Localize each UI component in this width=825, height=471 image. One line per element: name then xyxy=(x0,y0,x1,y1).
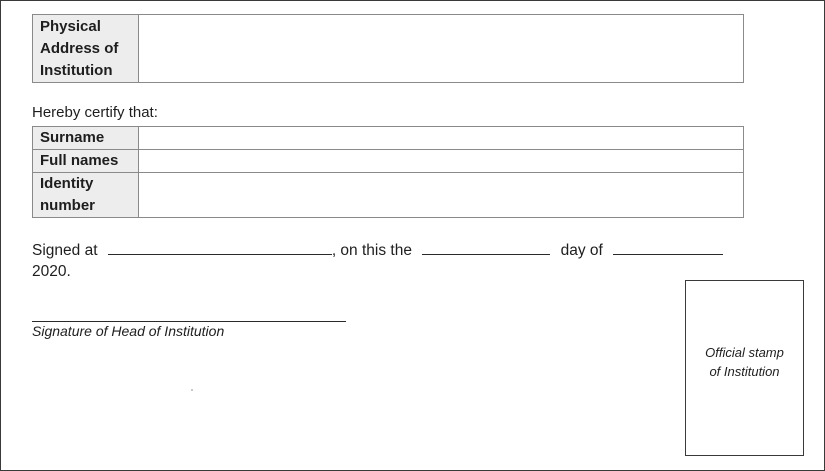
official-stamp-box xyxy=(685,280,804,456)
physical-address-label-line3: Institution xyxy=(40,62,113,79)
person-details-table xyxy=(32,126,744,218)
official-stamp-label xyxy=(686,343,803,381)
surname-field[interactable] xyxy=(139,127,744,150)
physical-address-label-line2: Address of xyxy=(40,40,119,57)
identity-number-label xyxy=(33,173,139,218)
signature-line[interactable] xyxy=(32,321,346,322)
physical-address-label-line2-wrap xyxy=(40,38,138,60)
institution-address-table xyxy=(32,14,744,83)
signed-at-place-blank[interactable] xyxy=(108,240,332,255)
identity-number-field[interactable] xyxy=(139,173,744,218)
identity-number-label-line1: Identity xyxy=(40,175,94,192)
certify-statement: Hereby certify that: xyxy=(32,104,158,121)
signed-day-blank[interactable] xyxy=(422,240,550,255)
full-names-row xyxy=(33,150,744,173)
full-names-label: Full names xyxy=(33,150,139,173)
physical-address-label-line1: Physical xyxy=(40,18,101,35)
signature-caption: Signature of Head of Institution xyxy=(32,323,225,339)
identity-number-label-line2: number xyxy=(40,197,96,214)
signed-month-blank[interactable] xyxy=(613,240,723,255)
official-stamp-label-line1: Official stamp xyxy=(705,345,784,360)
full-names-field[interactable] xyxy=(139,150,744,173)
physical-address-label xyxy=(33,15,139,83)
surname-label: Surname xyxy=(33,127,139,150)
physical-address-field[interactable] xyxy=(139,15,744,83)
scan-speck xyxy=(191,389,193,391)
signed-at-text: Signed at xyxy=(32,242,98,259)
on-this-the-text: , on this the xyxy=(331,242,412,259)
signed-statement-line xyxy=(32,240,723,260)
official-stamp-label-line2: of Institution xyxy=(709,364,780,379)
signed-year-text: 2020. xyxy=(32,263,71,280)
day-of-text: day of xyxy=(560,242,603,259)
surname-row xyxy=(33,127,744,150)
identity-number-row xyxy=(33,173,744,218)
